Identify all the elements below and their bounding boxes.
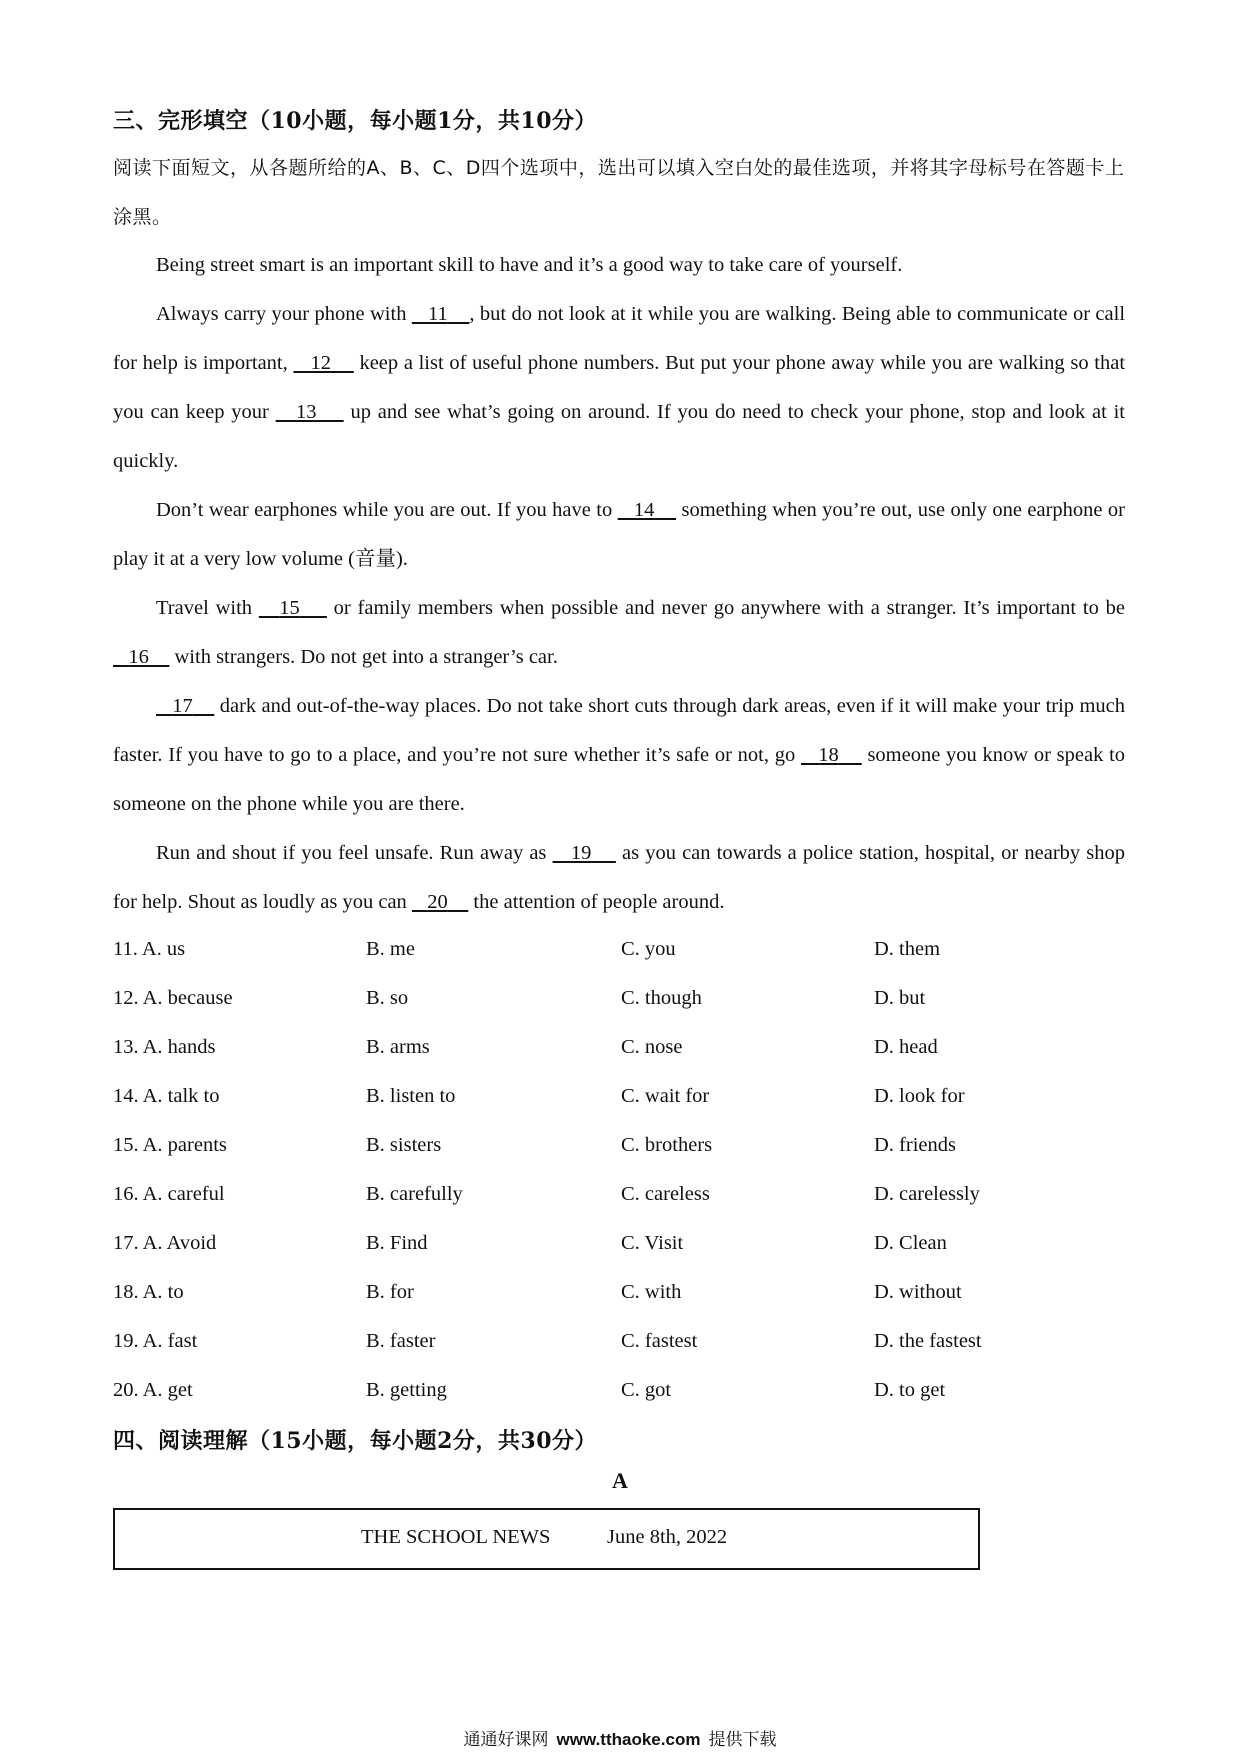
text-run: something when you’re out, use only one earphone or play it at a very low volume (音量). — [113, 499, 1126, 570]
option-row-20 — [113, 1366, 1125, 1415]
option-row-14 — [113, 1072, 1125, 1121]
option-c: C. with — [621, 1281, 682, 1303]
cloze-passage — [113, 241, 1125, 927]
option-b: B. listen to — [366, 1085, 456, 1107]
school-news-box — [113, 1508, 980, 1570]
option-d: D. friends — [874, 1134, 956, 1156]
option-b: B. faster — [366, 1330, 436, 1352]
passage-paragraph-2 — [113, 290, 1125, 486]
option-b: B. getting — [366, 1379, 447, 1401]
passage-paragraph-1: Being street smart is an important skill to have and it’s a good way to take care of yourself. — [156, 254, 903, 276]
text-run: Run and shout if you feel unsafe. Run away as — [156, 842, 553, 864]
passage-paragraph-4 — [113, 584, 1125, 682]
passage-paragraph-3 — [113, 486, 1125, 584]
option-d: D. to get — [874, 1379, 946, 1401]
footer-download-text: 提供下载 — [708, 1730, 777, 1750]
option-c: C. careless — [621, 1183, 710, 1205]
blank-number: 11 — [428, 303, 448, 325]
option-c: C. wait for — [621, 1085, 710, 1107]
blank-18 — [801, 744, 862, 766]
option-a: 11. A. us — [113, 938, 186, 960]
option-b: B. carefully — [366, 1183, 463, 1205]
option-row-18 — [113, 1268, 1125, 1317]
option-d: D. head — [874, 1036, 938, 1058]
section-4-title: 四、阅读理解（15小题，每小题2分，共30分） — [113, 1428, 598, 1454]
option-c: C. though — [621, 987, 702, 1009]
option-d: D. the fastest — [874, 1330, 982, 1352]
blank-number: 17 — [172, 695, 193, 717]
section-3-title: 三、完形填空（10小题，每小题1分，共10分） — [113, 108, 598, 134]
option-b: B. for — [366, 1281, 414, 1303]
text-run: as you can towards a police station, hospital, or nearby shop for help. Shout as loudly as you can — [113, 842, 1125, 913]
option-a: 19. A. fast — [113, 1330, 198, 1352]
option-d: D. Clean — [874, 1232, 947, 1254]
option-row-19 — [113, 1317, 1125, 1366]
blank-13 — [276, 401, 344, 423]
answer-options — [113, 925, 1125, 1415]
news-date: June 8th, 2022 — [607, 1526, 728, 1548]
footer-site-name: 通通好课网 — [463, 1730, 549, 1750]
option-a: 18. A. to — [113, 1281, 184, 1303]
option-b: B. so — [366, 987, 409, 1009]
option-c: C. Visit — [621, 1232, 684, 1254]
text-run: Don’t wear earphones while you are out. If you have to — [156, 499, 618, 521]
news-name: THE SCHOOL NEWS — [361, 1526, 551, 1548]
blank-11 — [412, 303, 470, 325]
option-a: 15. A. parents — [113, 1134, 227, 1156]
blank-15 — [259, 597, 327, 619]
option-b: B. Find — [366, 1232, 428, 1254]
blank-16 — [113, 646, 169, 668]
option-a: 12. A. because — [113, 987, 233, 1009]
blank-number: 20 — [427, 891, 448, 913]
blank-number: 18 — [818, 744, 839, 766]
blank-number: 16 — [128, 646, 149, 668]
text-run: the attention of people around. — [468, 891, 725, 913]
text-run: someone you know or speak to someone on the phone while you are there. — [113, 744, 1126, 815]
page-footer — [0, 1725, 1240, 1750]
option-row-15 — [113, 1121, 1125, 1170]
section-3-instructions: 阅读下面短文，从各题所给的A、B、C、D四个选项中，选出可以填入空白处的最佳选项，并将其字母标号在答题卡上涂黑。 — [113, 157, 1125, 228]
option-d: D. but — [874, 987, 926, 1009]
option-row-17 — [113, 1219, 1125, 1268]
text-run: or family members when possible and never go anywhere with a stranger. It’s important to be — [326, 597, 1126, 619]
text-run: keep a list of useful phone numbers. But put your phone away while you are walking so that you can keep your — [113, 352, 1126, 423]
text-run: Travel with — [156, 597, 259, 619]
option-row-13 — [113, 1023, 1125, 1072]
blank-12 — [293, 352, 353, 374]
blank-number: 14 — [633, 499, 655, 521]
text-run: Always carry your phone with — [156, 303, 412, 325]
footer-url: www.tthaoke.com — [556, 1730, 701, 1749]
passage-a-heading: A — [612, 1468, 628, 1493]
option-a: 20. A. get — [113, 1379, 193, 1401]
option-row-12 — [113, 974, 1125, 1023]
text-run: with strangers. Do not get into a stranger’s car. — [169, 646, 558, 668]
option-a: 14. A. talk to — [113, 1085, 220, 1107]
option-c: C. you — [621, 938, 676, 960]
option-b: B. me — [366, 938, 415, 960]
option-c: C. got — [621, 1379, 672, 1401]
text-run: , but do not look at it while you are walking. Being able to communicate or call for help is important, — [113, 303, 1126, 374]
option-a: 16. A. careful — [113, 1183, 225, 1205]
text-run: dark and out-of-the-way places. Do not take short cuts through dark areas, even if it will make your trip much faster. If you have to go to a place, and you’re not sure whether it’s safe or not, go — [113, 695, 1126, 766]
blank-17 — [156, 695, 214, 717]
option-b: B. arms — [366, 1036, 430, 1058]
option-b: B. sisters — [366, 1134, 442, 1156]
option-a: 17. A. Avoid — [113, 1232, 217, 1254]
blank-20 — [412, 891, 468, 913]
option-d: D. them — [874, 938, 941, 960]
option-d: D. without — [874, 1281, 962, 1303]
option-d: D. carelessly — [874, 1183, 980, 1205]
blank-number: 15 — [279, 597, 300, 619]
option-row-16 — [113, 1170, 1125, 1219]
text-run: up and see what’s going on around. If you do need to check your phone, stop and look at it quickly. — [113, 401, 1126, 472]
option-c: C. nose — [621, 1036, 683, 1058]
passage-paragraph-5 — [113, 682, 1125, 829]
option-row-11 — [113, 925, 1125, 974]
option-d: D. look for — [874, 1085, 965, 1107]
option-a: 13. A. hands — [113, 1036, 216, 1058]
blank-number: 12 — [310, 352, 332, 374]
passage-paragraph-6 — [113, 829, 1125, 927]
blank-number: 19 — [570, 842, 592, 864]
blank-number: 13 — [296, 401, 317, 423]
option-c: C. fastest — [621, 1330, 698, 1352]
blank-19 — [553, 842, 616, 864]
blank-14 — [618, 499, 676, 521]
option-c: C. brothers — [621, 1134, 713, 1156]
